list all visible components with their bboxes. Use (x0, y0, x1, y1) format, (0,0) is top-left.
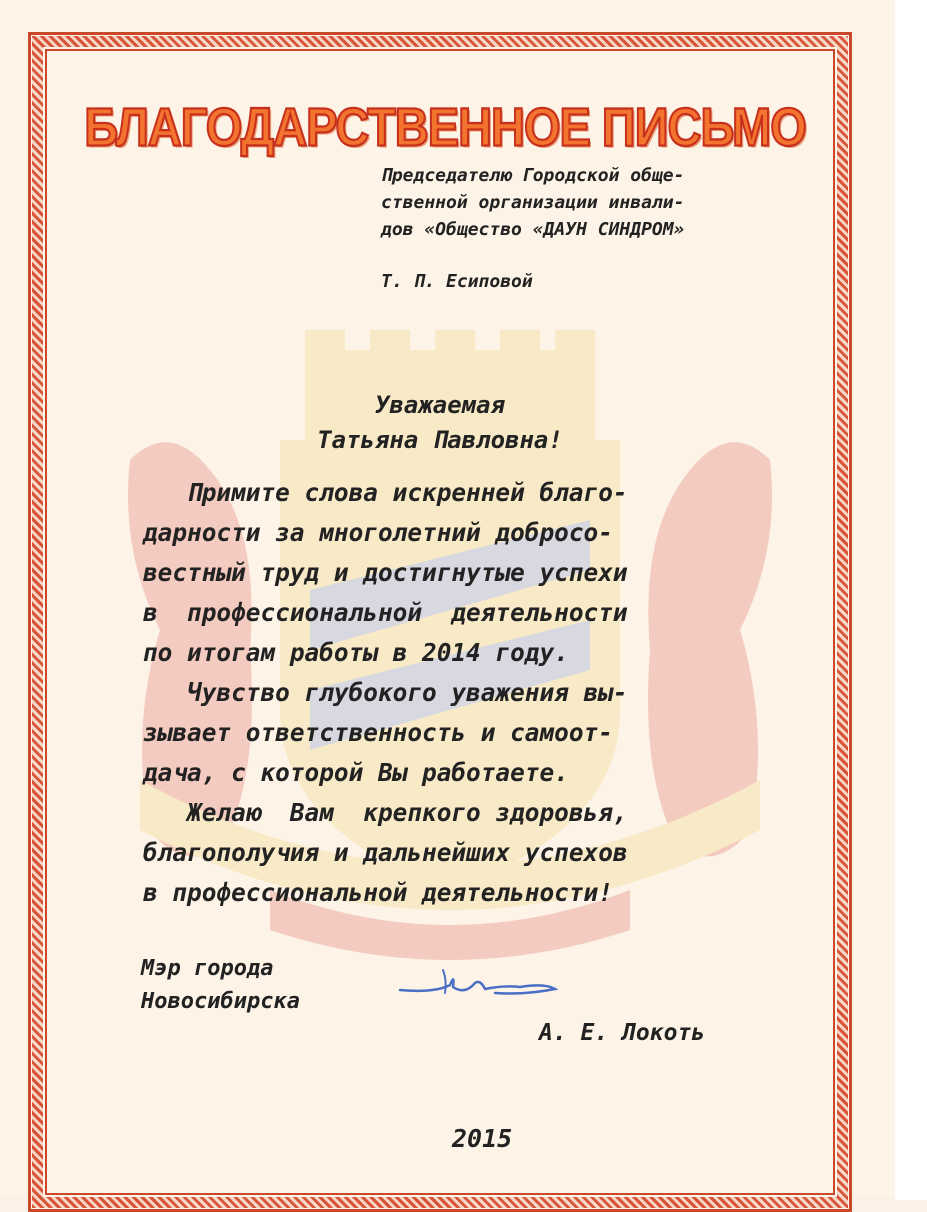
greeting: Уважаемая Татьяна Павловна! (317, 391, 563, 454)
signer-name: А. Е. Локоть (539, 1020, 706, 1046)
addressee: Председателю Городской обще- ственной организации инвали- дов «Общество «ДАУН СИНДРОМ» (381, 165, 685, 240)
letter-body: Примите слова искренней благо- дарности за многолетний добросо- вестный труд и достигнутые успехи в профессиональной деятельности по итогам работы в 2014 году. Чувство глубокого уважения вы- зывает ответственность и самоот- дача, с которой Вы работаете. Желаю Вам крепкого здоровья, благополучия и дальнейших успехов в профессиональной деятельности! (143, 478, 628, 907)
letter-year: 2015 (452, 1124, 513, 1153)
scan-margin (895, 0, 927, 1200)
signature-icon (395, 965, 560, 1010)
signer-title: Мэр города Новосибирска (141, 956, 300, 1014)
recipient-name: Т. П. Есиповой (381, 271, 533, 292)
letter-title: БЛАГОДАРСТВЕННОЕ ПИСЬМО (84, 95, 806, 157)
